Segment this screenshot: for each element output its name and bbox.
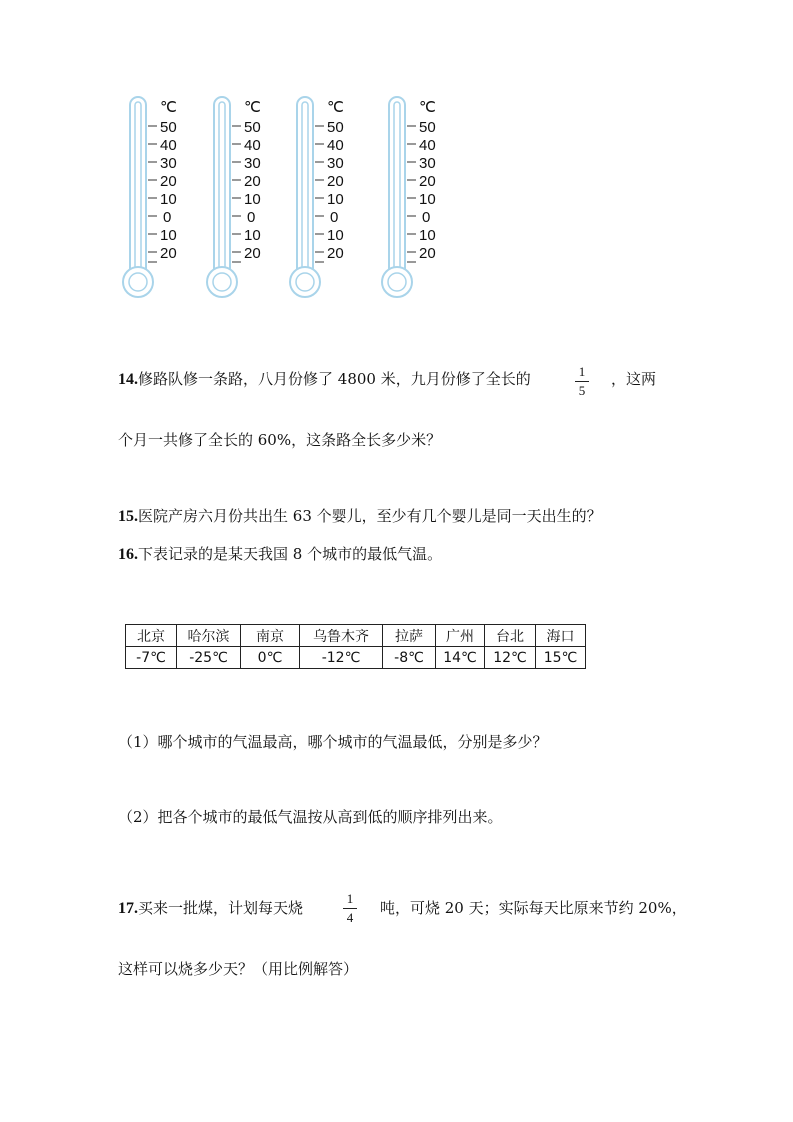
thermometer-tick-label: 20 (244, 245, 261, 262)
thermometer-tick-label: 50 (244, 119, 261, 136)
question-15 (118, 505, 602, 526)
table-cell: 拉萨 (383, 625, 436, 647)
thermometer-tick-label: 0 (330, 209, 339, 226)
table-row-temps (126, 647, 586, 669)
thermometer-tick-label: 20 (419, 173, 436, 190)
table-cell: 14℃ (436, 647, 485, 669)
thermometer (207, 97, 261, 297)
table-cell: 北京 (126, 625, 177, 647)
table-cell: 广州 (436, 625, 485, 647)
thermometer-tick-label: 10 (327, 227, 344, 244)
question-16-sub2 (118, 806, 503, 827)
fraction-denominator: 5 (578, 383, 586, 398)
question-14-line2 (118, 429, 441, 450)
thermometer-tube (130, 97, 146, 270)
thermometer-tube (214, 97, 230, 270)
thermometer-tick-label: 50 (419, 119, 436, 136)
table-cell: 乌鲁木齐 (300, 625, 383, 647)
thermometer-tick-label: 20 (160, 245, 177, 262)
thermometer-tick-label: 30 (327, 155, 344, 172)
thermometer-tick-label: 40 (244, 137, 261, 154)
thermometer-tick-label: 20 (327, 245, 344, 262)
fraction-bar (575, 381, 589, 382)
question-text: 买来一批煤，计划每天烧 (138, 899, 304, 917)
thermometer-capillary (135, 102, 141, 272)
fraction-numerator: 1 (346, 891, 354, 906)
thermometer-bulb (207, 267, 237, 297)
thermometer-capillary (394, 102, 400, 272)
question-text: 医院产房六月份共出生 63 个婴儿，至少有几个婴儿是同一天出生的？ (138, 507, 602, 525)
question-text: 个月一共修了全长的 60%，这条路全长多少米？ (118, 431, 442, 449)
table-cell: 15℃ (536, 647, 586, 669)
thermometer-bulb (123, 267, 153, 297)
thermometer-tick-label: 20 (244, 173, 261, 190)
question-16-sub1 (118, 731, 548, 752)
table-cell: -12℃ (300, 647, 383, 669)
thermometer-tick-label: 0 (247, 209, 256, 226)
thermometer-unit-label: ℃ (160, 99, 177, 116)
question-number: 16. (118, 546, 138, 563)
question-14-line1 (118, 368, 531, 389)
question-text: 修路队修一条路，八月份修了 4800 米，九月份修了全长的 (138, 370, 531, 388)
question-text: 这样可以烧多少天？（用比例解答） (118, 960, 359, 978)
thermometer-tick-label: 10 (327, 191, 344, 208)
fraction-one-fifth (575, 365, 589, 398)
question-text: 吨，可烧 20 天；实际每天比原来节约 20%， (380, 899, 687, 917)
table-cell: -25℃ (177, 647, 241, 669)
thermometer (382, 97, 436, 297)
table-cell: -7℃ (126, 647, 177, 669)
thermometer-unit-label: ℃ (419, 99, 436, 116)
question-number: 15. (118, 508, 138, 525)
thermometer-tick-label: 50 (160, 119, 177, 136)
thermometer-tick-label: 30 (244, 155, 261, 172)
thermometer-tick-label: 30 (160, 155, 177, 172)
question-number: 17. (118, 900, 138, 917)
thermometer-tick-label: 0 (163, 209, 172, 226)
question-text: 下表记录的是某天我国 8 个城市的最低气温。 (138, 545, 443, 563)
thermometer (123, 97, 177, 297)
question-text: ，这两 (611, 370, 657, 388)
question-text: （2）把各个城市的最低气温按从高到低的顺序排列出来。 (118, 808, 503, 826)
thermometer-capillary (219, 102, 225, 272)
thermometer-tick-label: 10 (419, 227, 436, 244)
thermometer-capillary (302, 102, 308, 272)
question-number: 14. (118, 371, 138, 388)
fraction-bar (343, 908, 357, 909)
question-17-line2 (118, 958, 358, 979)
thermometer-tick-label: 20 (327, 173, 344, 190)
table-cell: 南京 (241, 625, 300, 647)
thermometer-bulb (290, 267, 320, 297)
question-17-line1-end (380, 897, 687, 918)
thermometer-figure (0, 0, 793, 310)
table-cell: -8℃ (383, 647, 436, 669)
thermometer-unit-label: ℃ (327, 99, 344, 116)
thermometer-tick-label: 40 (327, 137, 344, 154)
thermometer-tick-label: 10 (160, 191, 177, 208)
thermometer-tick-label: 10 (244, 227, 261, 244)
thermometer-tube (389, 97, 405, 270)
thermometer-tick-label: 10 (160, 227, 177, 244)
table-cell: 海口 (536, 625, 586, 647)
thermometer-tick-label: 50 (327, 119, 344, 136)
temperature-table (125, 624, 586, 669)
thermometer-tick-label: 10 (244, 191, 261, 208)
thermometer-unit-label: ℃ (244, 99, 261, 116)
table-cell: 0℃ (241, 647, 300, 669)
table-cell: 哈尔滨 (177, 625, 241, 647)
question-text: （1）哪个城市的气温最高，哪个城市的气温最低，分别是多少？ (118, 733, 548, 751)
fraction-numerator: 1 (578, 364, 586, 379)
thermometer (290, 97, 344, 297)
question-17-line1 (118, 897, 303, 918)
thermometer-tick-label: 20 (160, 173, 177, 190)
thermometer-tick-label: 0 (422, 209, 431, 226)
fraction-one-fourth (343, 892, 357, 925)
question-16 (118, 543, 442, 564)
thermometer-tick-label: 40 (419, 137, 436, 154)
question-14-line1-end (611, 368, 656, 389)
thermometer-tick-label: 20 (419, 245, 436, 262)
fraction-denominator: 4 (346, 910, 354, 925)
table-cell: 台北 (485, 625, 536, 647)
thermometer-tube (297, 97, 313, 270)
table-row-cities (126, 625, 586, 647)
thermometer-tick-label: 30 (419, 155, 436, 172)
thermometer-tick-label: 10 (419, 191, 436, 208)
table-cell: 12℃ (485, 647, 536, 669)
thermometer-bulb (382, 267, 412, 297)
thermometer-tick-label: 40 (160, 137, 177, 154)
